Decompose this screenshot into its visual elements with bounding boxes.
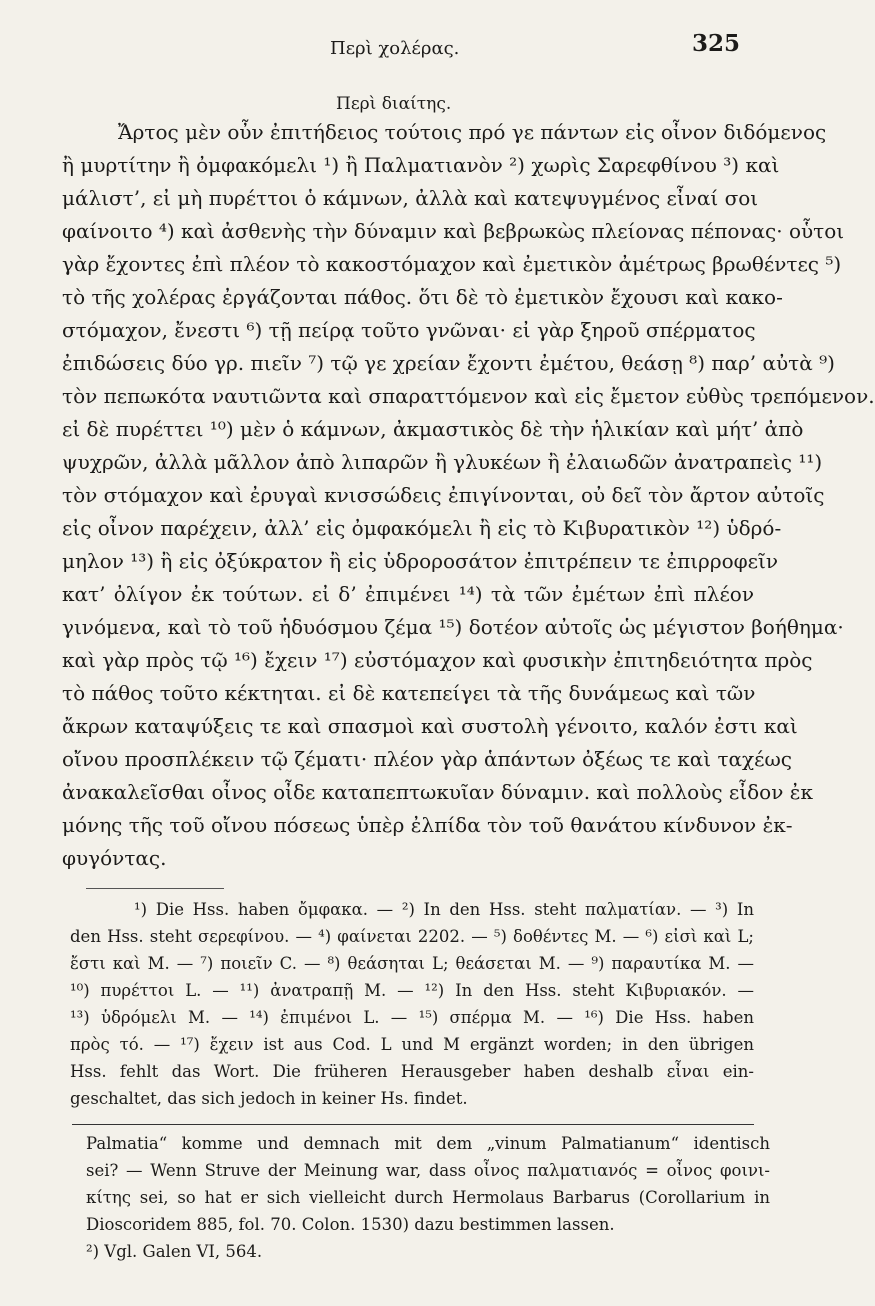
text-line: κατ’ ὀλίγον ἐκ τούτων. εἰ δ’ ἐπιμένει ¹⁴) τὰ τῶν ἐμέτων ἐπὶ πλέον [62, 582, 754, 606]
note-line: Dioscoridem 885, fol. 70. Colon. 1530) dazu bestimmen lassen. [86, 1215, 615, 1234]
text-line: ἐπιδώσεις δύο γρ. πιεῖν ⁷) τῷ γε χρείαν ἔχοντι ἐμέτου, θεάσῃ ⁸) παρ’ αὐτὰ ⁹) [62, 351, 835, 375]
footnote-line: ¹⁰) πυρέττοι L. — ¹¹) ἀνατραπῇ M. — ¹²) In den Hss. steht Κιβυριακόν. — [70, 981, 754, 1000]
text-line: τὸ τῆς χολέρας ἐργάζονται πάθος. ὅτι δὲ τὸ ἐμετικὸν ἔχουσι καὶ κακο- [62, 285, 783, 309]
footnotes [70, 896, 754, 1112]
text-line: στόμαχον, ἔνεστι ⁶) τῇ πείρᾳ τοῦτο γνῶναι· εἰ γὰρ ξηροῦ σπέρματος [62, 318, 756, 342]
text-line: μόνης τῆς τοῦ οἴνου πόσεως ὑπὲρ ἐλπίδα τὸν τοῦ θανάτου κίνδυνον ἐκ- [62, 813, 793, 837]
running-head [0, 30, 800, 70]
footnote-line: Hss. fehlt das Wort. Die früheren Herausgeber haben deshalb εἶναι ein- [70, 1062, 754, 1081]
footnote-line: geschaltet, das sich jedoch in keiner Hs. findet. [70, 1089, 468, 1108]
text-line: ἢ μυρτίτην ἢ ὀμφακόμελι ¹) ἢ Παλματιανὸν ²) χωρὶς Σαρεφθίνου ³) καὶ [62, 153, 780, 177]
section-title: Περὶ διαίτης. [336, 94, 452, 114]
footnote-separator [86, 888, 224, 889]
text-line: μάλιστ’, εἰ μὴ πυρέττοι ὁ κάμνων, ἀλλὰ καὶ κατεψυγμένος εἶναί σοι [62, 186, 759, 210]
text-line: εἰ δὲ πυρέττει ¹⁰) μὲν ὁ κάμνων, ἀκμαστικὸς δὲ τὴν ἡλικίαν καὶ μήτ’ ἀπὸ [62, 417, 804, 441]
text-line: εἰς οἶνον παρέχειν, ἀλλ’ εἰς ὀμφακόμελι ἢ εἰς τὸ Κιβυρατικὸν ¹²) ὑδρό- [62, 516, 782, 540]
text-line: ἄκρων καταψύξεις τε καὶ σπασμοὶ καὶ συστολὴ γένοιτο, καλόν ἐστι καὶ [62, 714, 798, 738]
bottom-note-separator [72, 1124, 754, 1125]
footnote-line: ¹³) ὑδρόμελι M. — ¹⁴) ἐπιμένοι L. — ¹⁵) σπέρμα M. — ¹⁶) Die Hss. haben [70, 1008, 754, 1027]
text-line: φαίνοιτο ⁴) καὶ ἀσθενὴς τὴν δύναμιν καὶ βεβρωκὼς πλείονας πέπονας· οὗτοι [62, 219, 845, 243]
note-line: Palmatia“ komme und demnach mit dem „vinum Palmatianum“ identisch [86, 1134, 770, 1153]
text-line: Ἄρτος μὲν οὖν ἐπιτήδειος τούτοις πρό γε πάντων εἰς οἶνον διδόμενος [118, 120, 827, 144]
main-text [62, 116, 875, 875]
text-line: φυγόντας. [62, 846, 167, 870]
text-line: οἴνου προσπλέκειν τῷ ζέματι· πλέον γὰρ ἁπάντων ὀξέως τε καὶ ταχέως [62, 747, 792, 771]
page-number: 325 [692, 30, 741, 57]
text-line: ψυχρῶν, ἀλλὰ μᾶλλον ἀπὸ λιπαρῶν ἢ γλυκέων ἢ ἐλαιωδῶν ἀνατραπεὶς ¹¹) [62, 450, 823, 474]
footnote-line: πρὸς τό. — ¹⁷) ἔχειν ist aus Cod. L und M ergänzt worden; in den übrigen [70, 1035, 754, 1054]
continued-notes [86, 1130, 770, 1265]
text-line: τὸ πάθος τοῦτο κέκτηται. εἰ δὲ κατεπείγει τὰ τῆς δυνάμεως καὶ τῶν [62, 681, 756, 705]
text-line: μηλον ¹³) ἢ εἰς ὀξύκρατον ἢ εἰς ὑδροροσάτον ἐπιτρέπειν τε ἐπιρροφεῖν [62, 549, 778, 573]
text-line: γὰρ ἔχοντες ἐπὶ πλέον τὸ κακοστόμαχον καὶ ἐμετικὸν ἀμέτρως βρωθέντες ⁵) [62, 252, 842, 276]
footnote-line: den Hss. steht σερεφίνου. — ⁴) φαίνεται 2202. — ⁵) δοθέντες M. — ⁶) εἰσὶ καὶ L; [70, 927, 754, 946]
note-line: ²) Vgl. Galen VI, 564. [86, 1242, 263, 1261]
text-line: καὶ γὰρ πρὸς τῷ ¹⁶) ἔχειν ¹⁷) εὐστόμαχον καὶ φυσικὴν ἐπιτηδειότητα πρὸς [62, 648, 813, 672]
text-line: τὸν στόμαχον καὶ ἐρυγαὶ κνισσώδεις ἐπιγίνονται, οὐ δεῖ τὸν ἄρτον αὐτοῖς [62, 483, 825, 507]
running-title: Περὶ χολέρας. [330, 38, 460, 59]
text-line: γινόμενα, καὶ τὸ τοῦ ἡδυόσμου ζέμα ¹⁵) δοτέον αὐτοῖς ὡς μέγιστον βοήθημα· [62, 615, 844, 639]
text-line: ἀνακαλεῖσθαι οἶνος οἶδε καταπεπτωκυῖαν δύναμιν. καὶ πολλοὺς εἶδον ἐκ [62, 780, 813, 804]
footnote-line: ¹) Die Hss. haben ὄμφακα. — ²) In den Hss. steht παλματίαν. — ³) In [134, 900, 754, 919]
footnote-line: ἔστι καὶ M. — ⁷) ποιεῖν C. — ⁸) θεάσηται L; θεάσεται M. — ⁹) παραυτίκα M. — [70, 954, 754, 973]
note-line: sei? — Wenn Struve der Meinung war, dass οἶνος παλματιανός = οἶνος φοινι- [86, 1161, 770, 1180]
text-line: τὸν πεπωκότα ναυτιῶντα καὶ σπαραττόμενον καὶ εἰς ἔμετον εὐθὺς τρεπόμενον. [62, 384, 875, 408]
note-line: κίτης sei, so hat er sich vielleicht durch Hermolaus Barbarus (Corollarium in [86, 1188, 770, 1207]
